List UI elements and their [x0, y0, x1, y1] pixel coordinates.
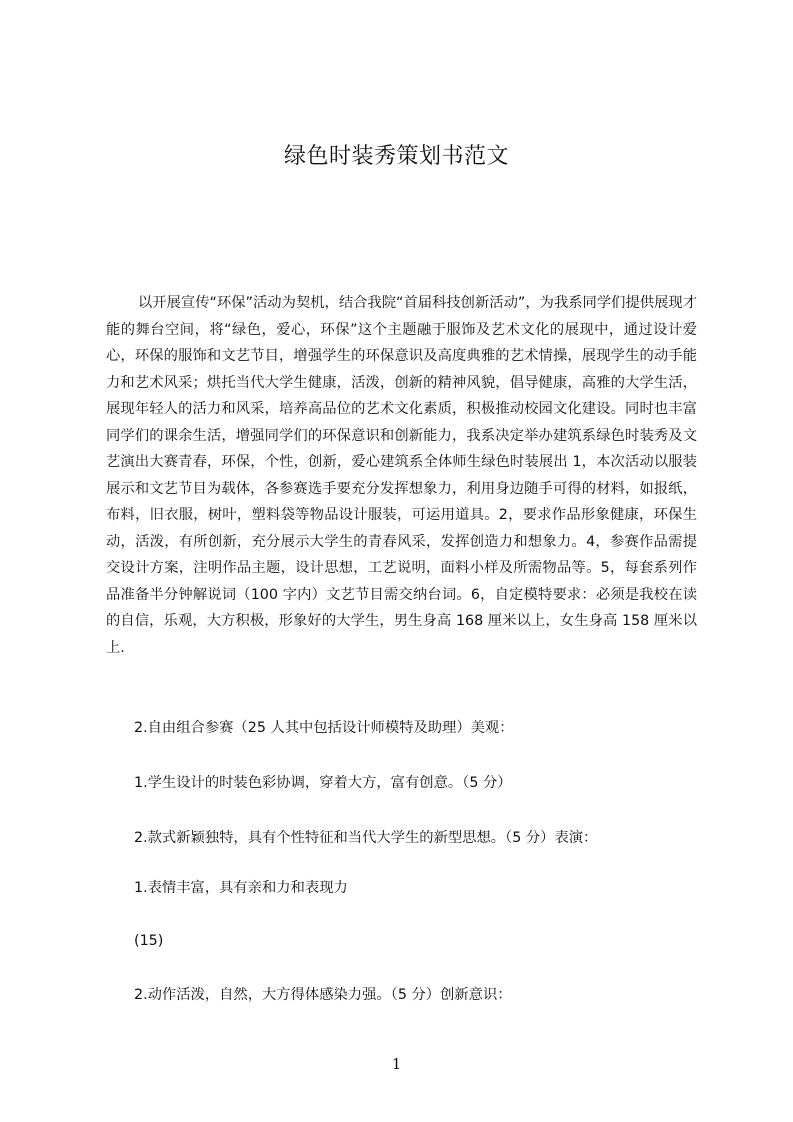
list-line-5: (15): [134, 933, 164, 949]
list-line-6: 2.动作活泼，自然，大方得体感染力强。（5 分）创新意识：: [134, 987, 512, 1003]
list-line-1: 2.自由组合参赛（25 人其中包括设计师模特及助理）美观：: [134, 720, 514, 736]
list-line-2: 1.学生设计的时装色彩协调，穿着大方，富有创意。（5 分）: [134, 775, 512, 791]
list-line-4: 1.表情丰富，具有亲和力和表现力: [134, 880, 348, 896]
page-number: 1: [391, 1055, 402, 1073]
intro-paragraph: 以开展宣传“环保”活动为契机，结合我院“首届科技创新活动”，为我系同学们提供展现才能的舞台空间，将“绿色，爱心，环保”这个主题融于服饰及艺术文化的展现中，通过设计爱心，环保的服饰和文艺节目，增强学生的环保意识及高度典雅的艺术情操，展现学生的动手能力和艺术风采；烘托当代大学生健康，活泼，创新的精神风貌，倡导健康，高雅的大学生活，展现年轻人的活力和风采，培养高品位的艺术文化素质，积极推动校园文化建设。同时也丰富同学们的课余生活，增强同学们的环保意识和创新能力，我系决定举办建筑系绿色时装秀及文艺演出大赛青春，环保，个性，创新，爱心建筑系全体师生绿色时装展出 1，本次活动以服装展示和文艺节目为载体，各参赛选手要充分发挥想象力，利用身边随手可得的材料，如报纸，布料，旧衣服，树叶，塑料袋等物品设计服装，可运用道具。2，要求作品形象健康，环保生动，活泼，有所创新，充分展示大学生的青春风采，发挥创造力和想象力。4，参赛作品需提交设计方案，注明作品主题，设计思想，工艺说明，面料小样及所需物品等。5，每套系列作品准备半分钟解说词（100 字内）文艺节目需交纳台词。6，自定模特要求：必须是我校在读的自信，乐观，大方积极，形象好的大学生，男生身高 168 厘米以上，女生身高 158 厘米以上.: [106, 295, 697, 656]
document-title: 绿色时装秀策划书范文: [283, 144, 509, 169]
list-line-3: 2.款式新颖独特，具有个性特征和当代大学生的新型思想。（5 分）表演：: [134, 830, 598, 846]
